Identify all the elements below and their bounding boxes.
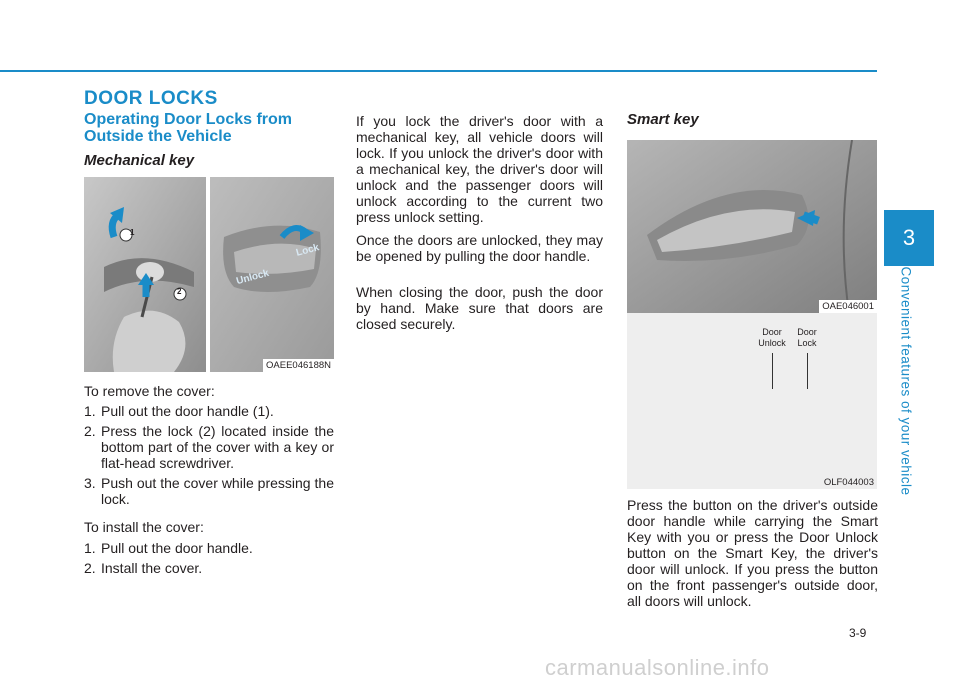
middle-paragraph-1: If you lock the driver's door with a mechanical key, all vehicle doors will lock. If you unlock the driver's door with a mechanical key, the driver's door will unlock and the passenger doors will unlock according to the current two press unlock setting. [356,113,603,225]
mechanical-key-subheading: Mechanical key [84,152,195,169]
remove-intro: To remove the cover: [84,383,215,399]
step-text: Press the lock (2) located inside the bottom part of the cover with a key or flat-head screwdriver. [101,423,334,471]
step-text: Pull out the door handle. [101,540,253,556]
watermark: carmanualsonline.info [545,655,770,680]
callout-1: 1 [130,228,135,237]
section-title: DOOR LOCKS [84,88,218,109]
figure-caption: OAE046001 [819,300,877,313]
list-item [84,540,334,556]
step-text: Install the cover. [101,560,203,576]
unlock-label: Unlock [235,267,271,288]
chapter-tab [884,210,934,266]
left-heading: Operating Door Locks from Outside the Vehicle [84,111,293,145]
figure-caption: OAEE046188N [263,359,334,372]
middle-paragraph-2: Once the doors are unlocked, they may be opened by pulling the door handle. [356,232,603,264]
door-unlock-label: Door Unlock [758,327,786,348]
lock-label: Lock [294,242,321,259]
step-text: Push out the cover while pressing the lock. [101,475,334,507]
list-item [84,423,334,471]
list-item [84,560,334,576]
smart-key-handle-photo [627,140,877,313]
step-number: 2. [84,423,96,439]
install-intro: To install the cover: [84,519,204,535]
unlock-leader-line [772,353,773,389]
chapter-title [896,265,916,496]
door-handle-illustration [84,177,334,372]
lock-leader-line [807,353,808,389]
list-item [84,403,334,419]
smart-key-handle-illustration [627,140,877,313]
page-number: 3-9 [849,626,867,640]
step-number: 1. [84,540,96,556]
middle-paragraph-3: When closing the door, push the door by hand. Make sure that doors are closed securely. [356,284,603,332]
step-number: 1. [84,403,96,419]
header-rule [0,70,877,72]
chapter-number: 3 [902,225,916,250]
step-text: Pull out the door handle (1). [101,403,274,419]
callout-2: 2 [177,287,182,296]
list-item [84,475,334,507]
smart-key-fob-diagram [627,313,877,489]
smart-key-subheading: Smart key [627,111,699,128]
step-number: 2. [84,560,96,576]
figure-caption: OLF044003 [821,476,877,489]
door-lock-label: Door Lock [797,327,817,348]
smart-key-paragraph: Press the button on the driver's outside door handle while carrying the Smart Key with you or press the Door Unlock button on the Smart Key, the driver's door will unlock. If you press the button on the front passenger's outside door, all doors will unlock. [627,497,878,609]
door-handle-photo [84,177,334,372]
chapter-title-text: Convenient features of your vehicle [898,265,914,496]
remove-steps-list [84,403,334,507]
step-number: 3. [84,475,96,491]
install-steps-list [84,540,334,576]
